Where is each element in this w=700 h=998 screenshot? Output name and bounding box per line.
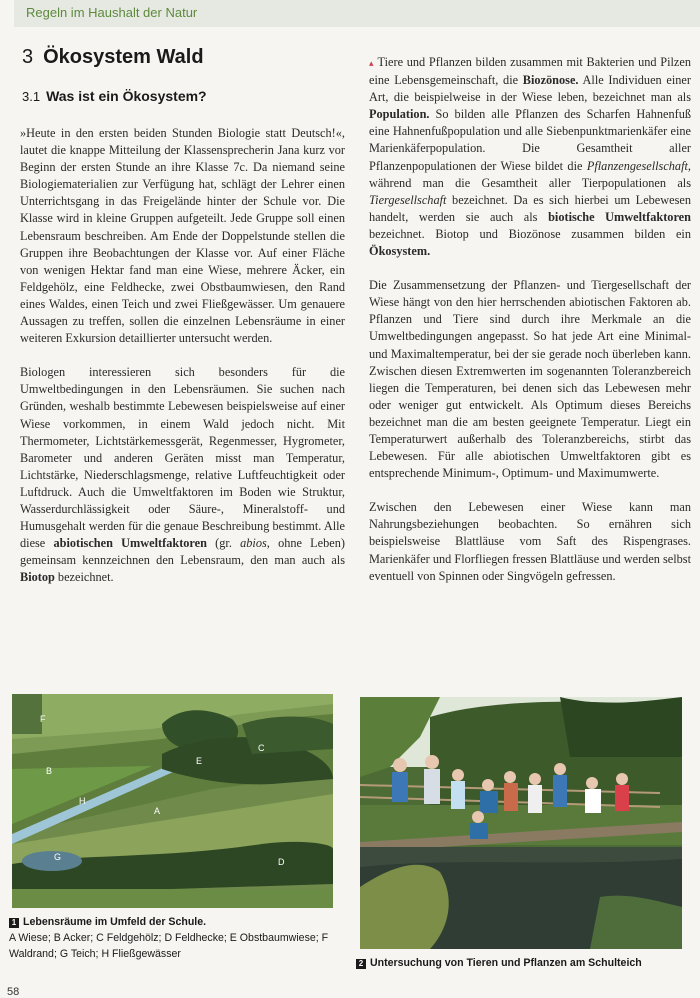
map-label-c: C	[258, 743, 265, 753]
map-label-e: E	[196, 756, 203, 766]
figure2-title: Untersuchung von Tieren und Pflanzen am Schulteich	[370, 957, 642, 969]
term-abiotic-factors: abiotischen Umweltfaktoren	[53, 536, 207, 551]
figure1-number: 1	[9, 918, 19, 928]
map-label-d: D	[278, 857, 285, 867]
running-header-title: Regeln im Haushalt der Natur	[26, 5, 198, 20]
chapter-number: 3	[22, 46, 34, 68]
figure1-legend: A Wiese; B Acker; C Feldgehölz; D Feldhecke; E Obstbaumwiese; F Waldrand; G Teich; H Fließgewässer	[9, 932, 329, 960]
aerial-photo-image	[12, 694, 333, 908]
term-oekosystem: Ökosystem.	[369, 244, 431, 259]
figure2-caption	[356, 955, 696, 971]
map-label-g: G	[54, 852, 62, 862]
figure1-caption	[9, 914, 339, 962]
section-number: 3.1	[22, 89, 41, 104]
map-label-f: F	[40, 714, 46, 724]
left-column	[20, 125, 345, 586]
running-header	[14, 0, 700, 27]
chapter-title-text: Ökosystem Wald	[43, 46, 204, 68]
term-population: Population.	[369, 107, 430, 122]
term-biotic-factors: biotische Umweltfaktoren	[548, 209, 691, 224]
aerial-photo-habitats	[12, 694, 333, 908]
paragraph-intro: »Heute in den ersten beiden Stunden Biologie statt Deutsch!«, lautet die knappe Mitteilung der Klassensprecherin Jana kurz vor Beginn der ersten Stunde an ihre Klasse 7c. Da niemand seine Biologiematerialien zur Verfügung hat, schlägt der Lehrer einen Unterrichtsgang in das Freigelände hinter der Schule vor. Die Klasse wird in kleine Gruppen aufgeteilt. Jede Gruppe soll einen Lebensraum beschreiben. Am Ende der Doppelstunde stellen die Gruppen ihre Beobachtungen der Klasse vor. Auf einer Fläche von wenigen Hektar fand man eine Wiese, mehrere Äcker, ein Feldgehölz, eine Feldhecke, zwei Obstbaumwiesen, den Rand eines Waldes, einen Teich und zwei Fließgewässer. Um genauere Aussagen zu treffen, sollen die einzelnen Lebensräume in einer weiteren Exkursion detaillierter untersucht werden.	[20, 126, 345, 346]
paragraph-abiotic: Biologen interessieren sich besonders für die Umweltbedingungen in den Lebensräumen. Sie suchen nach Gründen, weshalb bestimmte Lebewesen beispielsweise auf einer Wiese vorkommen, in einem Wald jedoch nicht. Mit Thermometer, Lichtstärkemessgerät, Regenmesser, Hygrometer, Barometer und anderen Geräten misst man Temperatur, Lichtstärke, Niederschlagsmenge, relative Luftfeuchtigkeit oder Luftdruck. Auch die Umweltfaktoren im Boden wie Struktur, Wasserdurchlässigkeit oder Säure-, Mineralstoff- und Humusgehalt werden für die genaue Beschreibung bestimmt. Alle diese abiotischen Umweltfaktoren (gr. abios, ohne Leben) gemeinsam kennzeichnen den Lebensraum, den man auch als Biotop bezeichnet.	[20, 365, 345, 585]
section-title-text: Was ist ein Ökosystem?	[46, 88, 207, 104]
school-pond-image	[360, 697, 682, 949]
margin-marker-icon: ▴	[369, 58, 374, 68]
section-title	[22, 88, 207, 104]
right-column	[369, 54, 691, 585]
paragraph-food-relations: Zwischen den Lebewesen einer Wiese kann man Nahrungsbeziehungen beobachten. So ernähren sich beispielsweise Blattläuse vom Saft des Rispengrases. Marienkäfer und Florfliegen fressen Blattläuse und werden selbst eventuell von Spinnen oder Singvögeln gefressen.	[369, 500, 692, 583]
chapter-title	[22, 46, 204, 69]
map-label-b: B	[46, 766, 53, 776]
paragraph-biocoenosis: ▴ Tiere und Pflanzen bilden zusammen mit Bakterien und Pilzen eine Lebensgemeinschaft, die Biozönose. Alle Individuen einer Art, die beispielweise in der Wiese leben, bezeichnet man als Population. So bilden alle Pflanzen des Scharfen Hahnenfuß eine Hahnenfußpopulation und alle Siebenpunktmarienkäfer eine Marienkäferpopulation. Die Gesamtheit aller Pflanzenpopulationen der Wiese bildet die Pflanzengesellschaft, während man die Gesamtheit aller Tierpopulationen als Tiergesellschaft bezeichnet. Da es sich hierbei um Lebewesen handelt, werden sie auch als biotische Umweltfaktoren bezeichnet. Biotop und Biozönose zusammen bilden ein Ökosystem.	[369, 55, 691, 259]
page-number: 58	[7, 986, 20, 998]
map-label-h: H	[79, 796, 86, 806]
paragraph-tolerance: Die Zusammensetzung der Pflanzen- und Tiergesellschaft der Wiese hängt von den hier herrschenden abiotischen Faktoren ab. Pflanzen und Tiere sind durch ihre Merkmale an die Umweltbedingungen angepasst. So hat jede Art eine Minimal- und Maximaltemperatur, bei der sie gerade noch überleben kann. Zwischen diesen Extremwerten im sogenannten Toleranzbereich liegen die Temperaturen, bei denen sich das Lebewesen mehr oder weniger gut entwickelt. Als Optimum dieses Bereichs bezeichnet man die am besten geeignete Temperatur. Liegt ein Temperaturwert außerhalb des Toleranzbereichs, stirbt das Lebewesen. Für alle abiotischen Umweltfaktoren gibt es entsprechende Minimum-, Optimum- und Maximumwerte.	[369, 278, 691, 481]
figure1-title: Lebensräume im Umfeld der Schule.	[23, 916, 207, 928]
term-biotop: Biotop	[20, 570, 55, 585]
term-biozoenose: Biozönose.	[522, 73, 579, 88]
figure2-number: 2	[356, 959, 366, 969]
photo-school-pond	[360, 697, 682, 949]
map-label-a: A	[154, 806, 161, 816]
